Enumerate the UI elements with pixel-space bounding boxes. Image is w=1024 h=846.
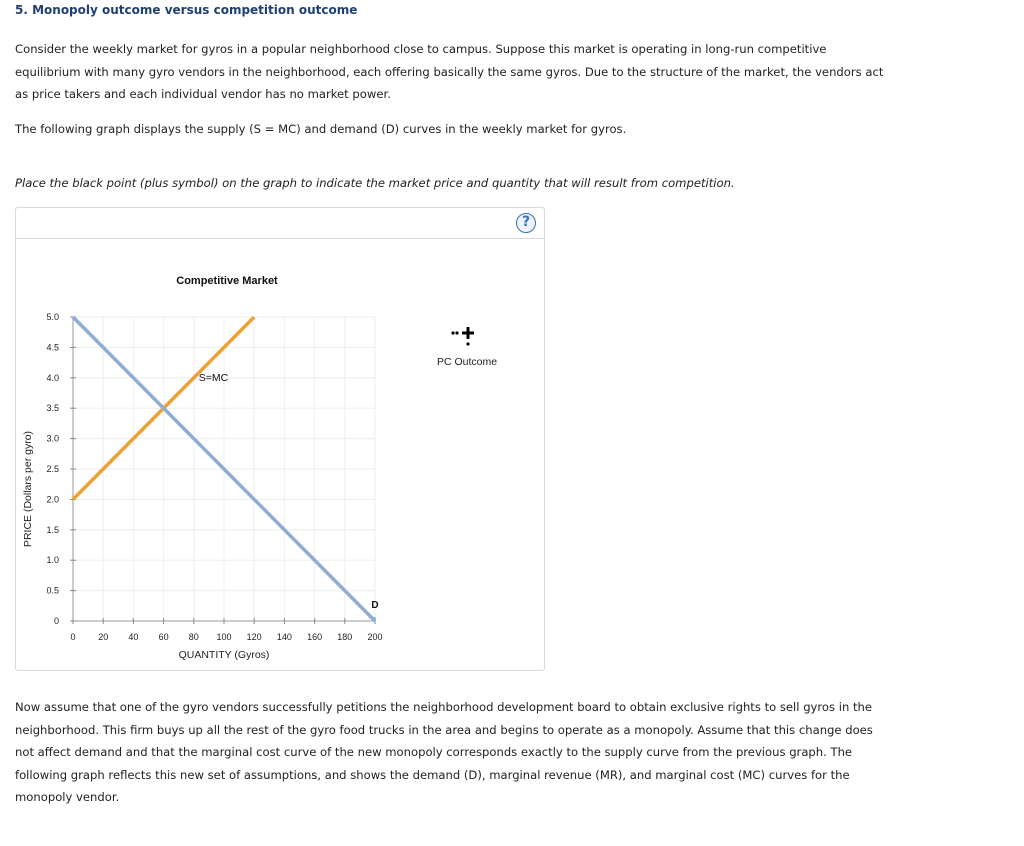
y-tick-label: 3.5 xyxy=(46,403,59,414)
y-tick-label: 4.0 xyxy=(46,372,59,383)
help-icon[interactable]: ? xyxy=(516,213,536,233)
followup-line: Now assume that one of the gyro vendors successfully petitions the neighborhood development board to obtain exclusive rights to sell gyros in the xyxy=(15,700,873,714)
y-tick-label: 0.5 xyxy=(46,585,59,596)
x-tick-label: 160 xyxy=(307,632,323,642)
y-tick-label: 4.5 xyxy=(46,342,59,353)
graph-svg[interactable] xyxy=(16,239,544,671)
followup-line: monopoly vendor. xyxy=(15,790,120,804)
x-tick-label: 200 xyxy=(367,632,383,642)
y-axis-title: PRICE (Dollars per gyro) xyxy=(22,430,34,548)
x-axis-title: QUANTITY (Gyros) xyxy=(178,649,270,661)
curve-layer xyxy=(73,317,379,623)
instruction-text: Place the black point (plus symbol) on the graph to indicate the market price and quantity that will result from competition. xyxy=(15,176,735,190)
graph-intro-text: The following graph displays the supply (S = MC) and demand (D) curves in the weekly market for gyros. xyxy=(15,122,627,136)
x-tick-label: 40 xyxy=(128,632,139,642)
x-tick-label: 0 xyxy=(70,632,76,642)
followup-line: not affect demand and that the marginal cost curve of the new monopoly corresponds exactly to the supply curve from the previous graph. The xyxy=(15,745,853,759)
pc-outcome-dot xyxy=(455,331,458,334)
intro-line: as price takers and each individual vendor has no market power. xyxy=(15,87,391,101)
graph-panel xyxy=(15,207,545,671)
y-tick-label: 5.0 xyxy=(46,312,59,322)
followup-line: following graph reflects this new set of assumptions, and shows the demand (D), marginal revenue (MR), and marginal cost (MC) curves for the xyxy=(15,767,850,782)
y-tick-label: 0 xyxy=(53,616,59,626)
pc-outcome-tool[interactable] xyxy=(451,327,474,346)
supply-curve-label: S=MC xyxy=(198,371,229,384)
y-tick-label: 2.0 xyxy=(46,494,59,505)
plus-icon xyxy=(462,327,474,339)
question-heading: 5. Monopoly outcome versus competition outcome xyxy=(15,3,358,17)
x-tick-label: 80 xyxy=(188,632,199,642)
intro-line: equilibrium with many gyro vendors in the neighborhood, each offering basically the same gyros. Due to the structure of the market, the vendors act xyxy=(15,64,884,79)
followup-line: neighborhood. This firm buys up all the rest of the gyro food trucks in the area and begins to operate as a monopoly. Assume that this change does xyxy=(15,722,873,737)
x-tick-label: 140 xyxy=(276,632,292,642)
graph-toolbar xyxy=(16,208,544,239)
y-tick-label: 3.0 xyxy=(46,433,59,444)
intro-paragraph xyxy=(15,38,883,106)
pc-outcome-dot xyxy=(451,331,454,334)
y-tick-label: 1.5 xyxy=(46,524,59,535)
pc-outcome-label: PC Outcome xyxy=(436,356,498,368)
y-tick-label: 1.0 xyxy=(46,555,59,566)
followup-paragraph xyxy=(15,696,873,809)
pc-outcome-dot xyxy=(466,342,469,345)
x-tick-label: 20 xyxy=(98,632,109,642)
x-tick-label: 180 xyxy=(337,632,353,642)
demand-curve-label: D xyxy=(371,600,379,611)
x-tick-label: 60 xyxy=(158,632,169,642)
x-tick-label: 120 xyxy=(246,632,262,642)
intro-line: Consider the weekly market for gyros in a popular neighborhood close to campus. Suppose this market is operating in long-run competitive xyxy=(15,42,827,56)
x-tick-label: 100 xyxy=(216,632,232,642)
chart-title: Competitive Market xyxy=(176,275,278,287)
y-tick-label: 2.5 xyxy=(46,464,59,474)
